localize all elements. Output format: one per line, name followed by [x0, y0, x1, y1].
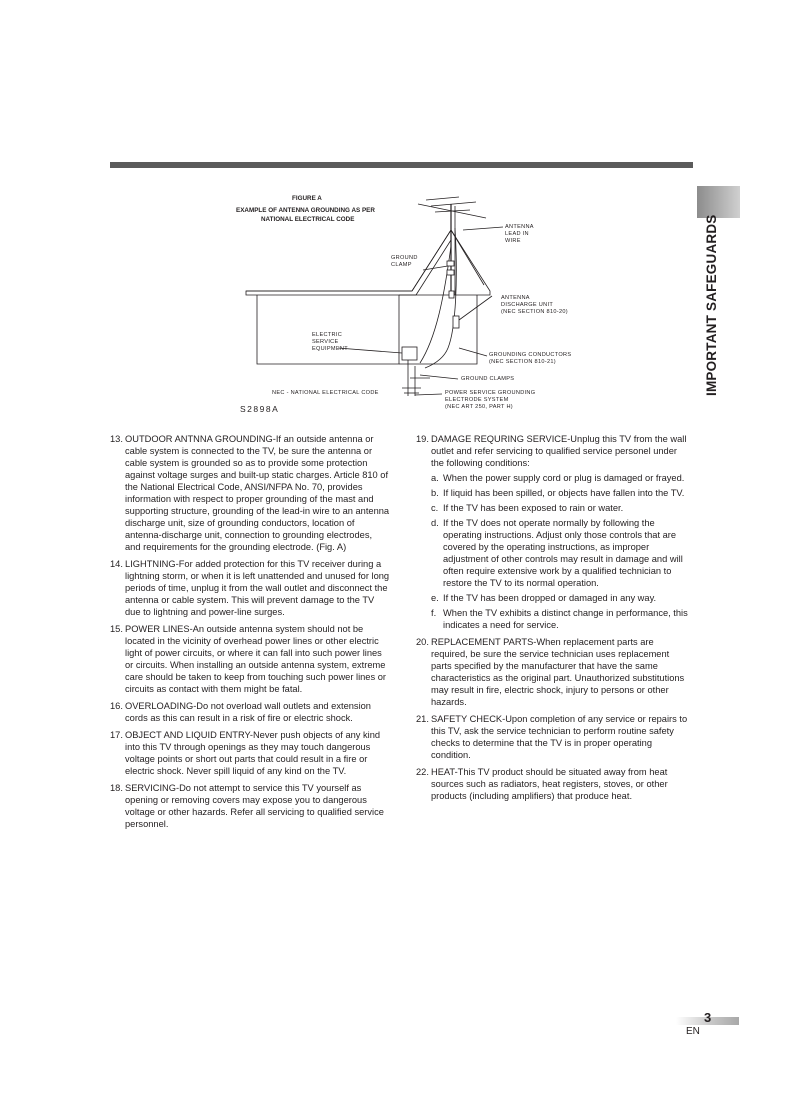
item-text: HEAT-This TV product should be situated away from heat sources such as radiators, heat registers, stoves, or other products (including amplifiers) that produce heat. [431, 767, 668, 801]
list-item [416, 713, 692, 761]
item-text: OUTDOOR ANTNNA GROUNDING-If an outside antenna or cable system is connected to the TV, be sure the antenna or cable system is grounded so as to provide some protection against voltage surges and built-up static charges. Article 810 of the National Electrical Code, ANSI/NFPA No. 70, provides information with respect to proper grounding of the mast and supporting structure, grounding of the lead-in wire to an antenna discharge unit, size of grounding conductors, location of antenna-discharge unit, connection to grounding electrodes, and requirements for the grounding electrode. (Fig. A) [125, 434, 390, 552]
item-number: 17. [110, 730, 123, 740]
label-electric-service-2: SERVICE [312, 339, 339, 345]
list-item [110, 558, 390, 618]
label-discharge-2: DISCHARGE UNIT [501, 302, 554, 308]
sub-letter: c. [431, 503, 439, 513]
section-tab-marker [697, 186, 740, 218]
sub-letter: a. [431, 473, 439, 483]
sub-letter: f. [431, 608, 437, 618]
list-item [416, 766, 692, 802]
list-item [110, 782, 390, 830]
list-item [110, 623, 390, 695]
list-item [110, 729, 390, 777]
item-text: SERVICING-Do not attempt to service this TV yourself as opening or removing covers may expose you to dangerous voltage or other hazards. Refer all servicing to qualified service personnel. [125, 783, 384, 829]
sub-item [416, 592, 692, 604]
figure-subtitle-1: EXAMPLE OF ANTENNA GROUNDING AS PER [236, 207, 375, 214]
label-antenna-lead-3: WIRE [505, 238, 521, 244]
sub-letter: d. [431, 518, 439, 528]
item-number: 16. [110, 701, 123, 711]
sub-letter: e. [431, 593, 439, 603]
label-power-grounding-3: (NEC ART 250, PART H) [445, 404, 513, 410]
sub-text: If the TV has been dropped or damaged in any way. [443, 593, 657, 603]
header-rule [110, 162, 693, 168]
item-number: 14. [110, 559, 123, 569]
item-number: 20. [416, 637, 429, 647]
label-discharge-1: ANTENNA [501, 295, 530, 301]
right-column [416, 433, 692, 807]
figure-code: S2898A [240, 404, 280, 414]
item-text: SAFETY CHECK-Upon completion of any service or repairs to this TV, ask the service technician to perform routine safety checks to determine that the TV is in proper operating condition. [431, 714, 688, 760]
label-power-grounding-1: POWER SERVICE GROUNDING [445, 390, 536, 396]
label-ground-clamp-1: GROUND [391, 255, 418, 261]
sub-item [416, 502, 692, 514]
label-grounding-conductors-1: GROUNDING CONDUCTORS [489, 352, 572, 358]
item-number: 19. [416, 434, 429, 444]
item-text: OBJECT AND LIQUID ENTRY-Never push objects of any kind into this TV through openings as they may touch dangerous voltage points or short out parts that could result in a fire or electric shock. Never spill liquid of any kind on the TV. [125, 730, 381, 776]
list-item [416, 636, 692, 708]
label-ground-clamps: GROUND CLAMPS [461, 376, 515, 382]
label-discharge-3: (NEC SECTION 810-20) [501, 309, 568, 315]
item-text: POWER LINES-An outside antenna system should not be located in the vicinity of overhead power lines or other electric light of power circuits, or where it can fall into such power lines or circuits. When installing an outside antenna system, extreme care should be taken to keep from touching such power lines or circuits as contact with them might be fatal. [125, 624, 386, 694]
label-electric-service-1: ELECTRIC [312, 332, 343, 338]
sub-letter: b. [431, 488, 439, 498]
list-item [110, 433, 390, 553]
list-item [416, 433, 692, 631]
figure-subtitle-2: NATIONAL ELECTRICAL CODE [261, 216, 355, 223]
sub-text: When the TV exhibits a distinct change in performance, this indicates a need for service. [443, 608, 688, 630]
page-number: 3 [704, 1010, 712, 1025]
item-text: REPLACEMENT PARTS-When replacement parts are required, be sure the service technician uses replacement parts specified by the manufacturer that have the same characteristics as the original part. Unauthorized substitutions may result in fire, electric shock, injury to persons or other hazards. [431, 637, 685, 707]
item-text: OVERLOADING-Do not overload wall outlets and extension cords as this can result in a risk of fire or electric shock. [125, 701, 371, 723]
sub-item [416, 607, 692, 631]
label-electric-service-3: EQUIPMENT [312, 346, 348, 352]
label-nec: NEC - NATIONAL ELECTRICAL CODE [272, 390, 379, 396]
item-text: LIGHTNING-For added protection for this TV receiver during a lightning storm, or when it is left unattended and unused for long periods of time, unplug it from the wall outlet and disconnect the antenna or cable system. This will prevent damage to the TV due to lightning and power-line surges. [125, 559, 390, 617]
section-tab-label: IMPORTANT SAFEGUARDS [704, 214, 719, 396]
antenna-grounding-figure [230, 188, 575, 416]
sub-text: When the power supply cord or plug is damaged or frayed. [443, 473, 685, 483]
label-antenna-lead-2: LEAD IN [505, 231, 529, 237]
sub-item [416, 487, 692, 499]
item-number: 13. [110, 434, 123, 444]
label-ground-clamp-2: CLAMP [391, 262, 412, 268]
list-item [110, 700, 390, 724]
item-text: DAMAGE REQURING SERVICE-Unplug this TV from the wall outlet and refer servicing to qualified service personel under the following conditions: [431, 434, 687, 468]
figure-title: FIGURE A [292, 195, 322, 202]
sub-text: If the TV does not operate normally by following the operating instructions. Adjust only those controls that are covered by the operating instructions, as improper adjustment of other controls may result in damage and will often require extensive work by a qualified technician to restore the TV to its normal operation. [443, 518, 683, 588]
left-column [110, 433, 390, 835]
sub-item [416, 472, 692, 484]
label-grounding-conductors-2: (NEC SECTION 810-21) [489, 359, 556, 365]
item-number: 21. [416, 714, 429, 724]
sub-text: If the TV has been exposed to rain or water. [443, 503, 624, 513]
item-number: 22. [416, 767, 429, 777]
sub-text: If liquid has been spilled, or objects have fallen into the TV. [443, 488, 685, 498]
sub-item [416, 517, 692, 589]
item-number: 18. [110, 783, 123, 793]
label-power-grounding-2: ELECTRODE SYSTEM [445, 397, 509, 403]
page-language: EN [686, 1026, 700, 1037]
label-antenna-lead-1: ANTENNA [505, 224, 534, 230]
item-number: 15. [110, 624, 123, 634]
